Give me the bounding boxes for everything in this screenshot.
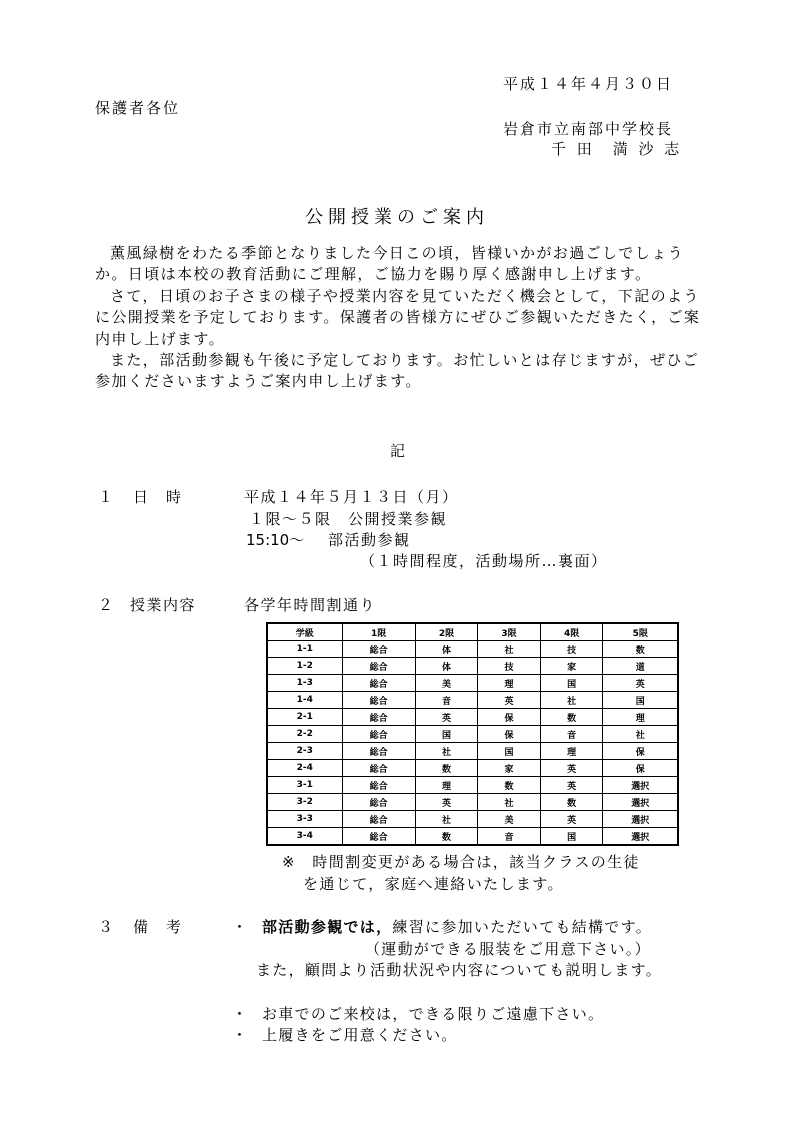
bullet: ・ — [232, 1026, 249, 1044]
subject-cell: 数 — [415, 760, 478, 777]
subject-cell: 英 — [540, 811, 603, 828]
event-schedule-line1: １限～５限 公開授業参観 — [249, 510, 448, 528]
timetable-header-row — [267, 623, 678, 641]
timetable-note-line2: を通じて，家庭へ連絡いたします。 — [303, 875, 564, 893]
subject-cell: 国 — [603, 692, 678, 709]
section2-value: 各学年時間割通り — [244, 596, 377, 614]
subject-cell: 保 — [478, 709, 541, 726]
subject-cell: 選択 — [603, 828, 678, 846]
subject-cell: 保 — [603, 760, 678, 777]
subject-cell: 総合 — [342, 726, 415, 743]
class-cell: 3-1 — [267, 777, 342, 794]
event-time: 15:10～ — [246, 531, 305, 549]
subject-cell: 体 — [415, 641, 478, 658]
subject-cell: 英 — [540, 760, 603, 777]
timetable-header: 4限 — [540, 623, 603, 641]
subject-cell: 選択 — [603, 794, 678, 811]
subject-cell: 音 — [415, 692, 478, 709]
subject-cell: 数 — [540, 794, 603, 811]
subject-cell: 総合 — [342, 760, 415, 777]
subject-cell: 国 — [540, 675, 603, 692]
table-row — [267, 828, 678, 846]
event-schedule-line3: （１時間程度，活動場所…裏面） — [360, 552, 608, 570]
subject-cell: 数 — [478, 777, 541, 794]
remark-item-2 — [232, 1003, 604, 1024]
subject-cell: 社 — [478, 794, 541, 811]
subject-cell: 美 — [415, 675, 478, 692]
subject-cell: 総合 — [342, 692, 415, 709]
bullet: ・ — [232, 918, 249, 936]
section2-number: ２ — [98, 596, 114, 614]
class-cell: 1-3 — [267, 675, 342, 692]
subject-cell: 理 — [540, 743, 603, 760]
subject-cell: 数 — [540, 709, 603, 726]
remark-item-3-text: 上履きをご用意ください。 — [262, 1026, 458, 1044]
class-cell: 3-2 — [267, 794, 342, 811]
subject-cell: 技 — [540, 641, 603, 658]
class-cell: 2-4 — [267, 760, 342, 777]
section3-heading: 備考 — [133, 918, 200, 936]
subject-cell: 技 — [478, 658, 541, 675]
event-schedule-line2: 部活動参観 — [328, 531, 411, 549]
subject-cell: 英 — [603, 675, 678, 692]
subject-cell: 英 — [415, 709, 478, 726]
timetable-header: 学級 — [267, 623, 342, 641]
subject-cell: 選択 — [603, 811, 678, 828]
letter-date: 平成１４年４月３０日 — [503, 75, 674, 93]
table-row — [267, 726, 678, 743]
page-title: 公開授業のご案内 — [305, 207, 489, 228]
subject-cell: 社 — [603, 726, 678, 743]
class-cell: 3-4 — [267, 828, 342, 846]
remark-item-1-line3: また，顧問より活動状況や内容についても説明します。 — [256, 961, 663, 979]
bullet: ・ — [232, 1005, 249, 1023]
subject-cell: 総合 — [342, 743, 415, 760]
timetable — [266, 622, 679, 846]
subject-cell: 社 — [415, 811, 478, 828]
remark-item-1-bold: 部活動参観では， — [262, 918, 393, 936]
body-text — [95, 243, 705, 393]
subject-cell: 国 — [478, 743, 541, 760]
subject-cell: 総合 — [342, 709, 415, 726]
subject-cell: 理 — [603, 709, 678, 726]
subject-cell: 社 — [478, 641, 541, 658]
class-cell: 2-3 — [267, 743, 342, 760]
ki-heading: 記 — [390, 442, 406, 460]
event-date: 平成１４年５月１３日（月） — [244, 488, 459, 506]
subject-cell: 国 — [540, 828, 603, 846]
subject-cell: 英 — [478, 692, 541, 709]
subject-cell: 保 — [478, 726, 541, 743]
subject-cell: 数 — [603, 641, 678, 658]
subject-cell: 保 — [603, 743, 678, 760]
remark-item-1-line2: （運動ができる服装をご用意下さい。） — [365, 940, 651, 958]
timetable-body — [267, 641, 678, 846]
table-row — [267, 709, 678, 726]
timetable-note-line1: ※ 時間割変更がある場合は，該当クラスの生徒 — [282, 853, 640, 871]
subject-cell: 総合 — [342, 675, 415, 692]
subject-cell: 美 — [478, 811, 541, 828]
subject-cell: 家 — [540, 658, 603, 675]
subject-cell: 総合 — [342, 641, 415, 658]
table-row — [267, 675, 678, 692]
subject-cell: 総合 — [342, 828, 415, 846]
remark-item-3 — [232, 1024, 458, 1045]
subject-cell: 選択 — [603, 777, 678, 794]
subject-cell: 総合 — [342, 811, 415, 828]
subject-cell: 理 — [478, 675, 541, 692]
addressee: 保護者各位 — [95, 99, 181, 117]
subject-cell: 総合 — [342, 794, 415, 811]
subject-cell: 音 — [540, 726, 603, 743]
section2-heading: 授業内容 — [130, 596, 197, 614]
subject-cell: 社 — [540, 692, 603, 709]
table-row — [267, 760, 678, 777]
paragraph-greeting: 薫風緑樹をわたる季節となりました今日この頃，皆様いかがお過ごしでしょうか。日頃は本校の教育活動にご理解，ご協力を賜り厚く感謝申し上げます。 — [95, 244, 685, 284]
table-row — [267, 743, 678, 760]
subject-cell: 社 — [415, 743, 478, 760]
subject-cell: 音 — [478, 828, 541, 846]
timetable-header: 2限 — [415, 623, 478, 641]
class-cell: 1-2 — [267, 658, 342, 675]
timetable-header: 5限 — [603, 623, 678, 641]
remark-item-1-rest: 練習に参加いただいても結構です。 — [392, 918, 653, 936]
paragraph-invitation: さて，日頃のお子さまの様子や授業内容を見ていただく機会として，下記のように公開授業を予定しております。保護者の皆様方にぜひご参観いただきたく，ご案内申し上げます。 — [95, 286, 701, 348]
table-row — [267, 811, 678, 828]
subject-cell: 家 — [478, 760, 541, 777]
table-row — [267, 692, 678, 709]
subject-cell: 国 — [415, 726, 478, 743]
subject-cell: 英 — [540, 777, 603, 794]
subject-cell: 数 — [415, 828, 478, 846]
class-cell: 2-1 — [267, 709, 342, 726]
remark-item-2-text: お車でのご来校は，できる限りご遠慮下さい。 — [262, 1005, 605, 1023]
table-row — [267, 641, 678, 658]
section1-number: １ — [98, 488, 114, 506]
remark-item-1 — [232, 916, 652, 937]
section1-heading: 日時 — [133, 488, 200, 506]
subject-cell: 体 — [415, 658, 478, 675]
table-row — [267, 658, 678, 675]
sender-school: 岩倉市立南部中学校長 — [503, 120, 674, 138]
section3-number: ３ — [98, 918, 114, 936]
timetable-header: 1限 — [342, 623, 415, 641]
subject-cell: 理 — [415, 777, 478, 794]
subject-cell: 総合 — [342, 777, 415, 794]
subject-cell: 総合 — [342, 658, 415, 675]
table-row — [267, 777, 678, 794]
sender-name: 千 田 満 沙 志 — [551, 140, 683, 158]
table-row — [267, 794, 678, 811]
paragraph-club: また，部活動参観も午後に予定しております。お忙しいとは存じますが，ぜひご参加くださいますようご案内申し上げます。 — [95, 351, 700, 391]
class-cell: 1-1 — [267, 641, 342, 658]
timetable-header: 3限 — [478, 623, 541, 641]
class-cell: 3-3 — [267, 811, 342, 828]
class-cell: 2-2 — [267, 726, 342, 743]
subject-cell: 英 — [415, 794, 478, 811]
class-cell: 1-4 — [267, 692, 342, 709]
subject-cell: 道 — [603, 658, 678, 675]
